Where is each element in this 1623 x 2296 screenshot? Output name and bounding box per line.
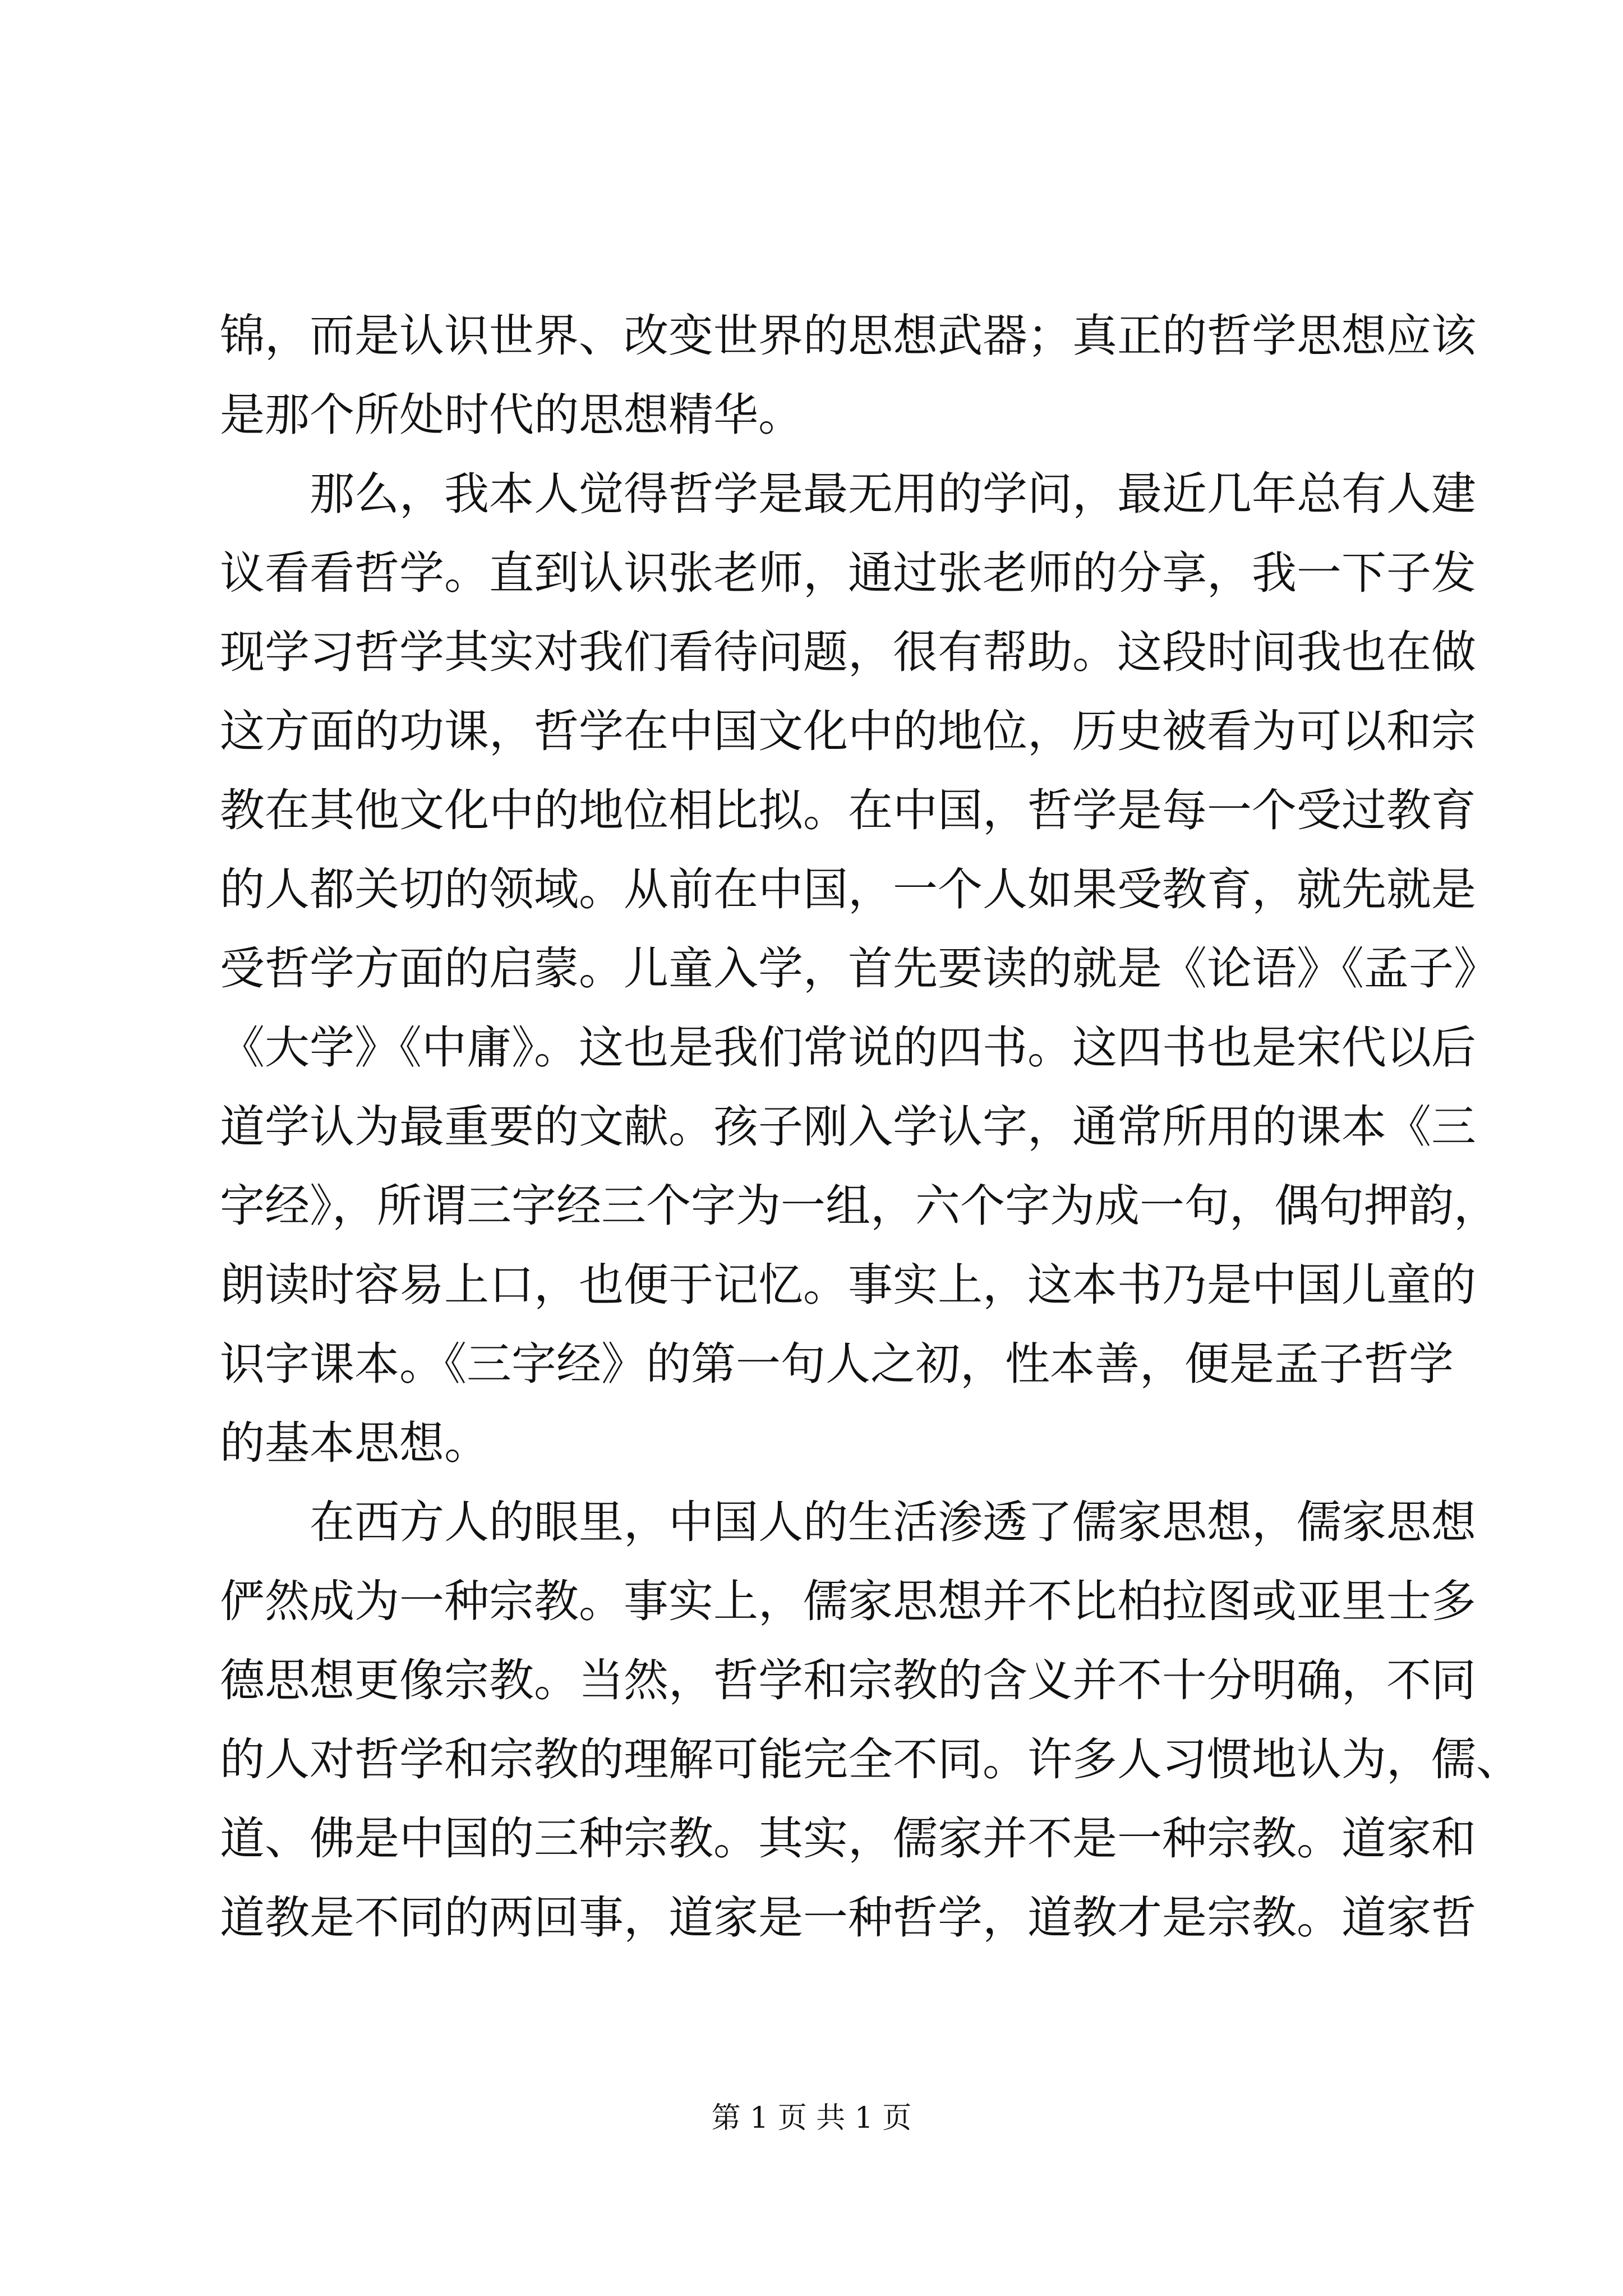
text-line: 字经》，所谓三字经三个字为一组，六个字为成一句，偶句押韵， bbox=[220, 1180, 1498, 1232]
text-line: 识字课本。《三字经》的第一句人之初，性本善，便是孟子哲学 bbox=[220, 1338, 1454, 1390]
document-body bbox=[220, 296, 1521, 1957]
text-line: 道学认为最重要的文献。孩子刚入学认字，通常所用的课本《三 bbox=[220, 1101, 1476, 1153]
text-line: 的人对哲学和宗教的理解可能完全不同。许多人习惯地认为，儒、 bbox=[220, 1733, 1521, 1786]
text-line: 德思想更像宗教。当然，哲学和宗教的含义并不十分明确，不同 bbox=[220, 1654, 1476, 1706]
text-line: 道、佛是中国的三种宗教。其实，儒家并不是一种宗教。道家和 bbox=[220, 1812, 1476, 1865]
text-line: 现学习哲学其实对我们看待问题，很有帮助。这段时间我也在做 bbox=[220, 626, 1476, 678]
text-line: 议看看哲学。直到认识张老师，通过张老师的分享，我一下子发 bbox=[220, 547, 1476, 599]
page-footer bbox=[0, 2100, 1623, 2136]
paragraph bbox=[220, 296, 1476, 454]
text-line: 教在其他文化中的地位相比拟。在中国，哲学是每一个受过教育 bbox=[220, 784, 1476, 836]
text-line: 锦，而是认识世界、改变世界的思想武器；真正的哲学思想应该 bbox=[220, 310, 1476, 362]
paragraph bbox=[220, 454, 1498, 1483]
text-line: 在西方人的眼里，中国人的生活渗透了儒家思想，儒家思想 bbox=[310, 1496, 1476, 1548]
text-line: 道教是不同的两回事，道家是一种哲学，道教才是宗教。道家哲 bbox=[220, 1892, 1476, 1944]
text-line: 《大学》《中庸》。这也是我们常说的四书。这四书也是宋代以后 bbox=[220, 1022, 1476, 1074]
text-line: 受哲学方面的启蒙。儿童入学，首先要读的就是《论语》《孟子》 bbox=[220, 942, 1498, 995]
text-line: 是那个所处时代的思想精华。 bbox=[220, 389, 803, 441]
paragraph bbox=[220, 1483, 1521, 1957]
text-line: 俨然成为一种宗教。事实上，儒家思想并不比柏拉图或亚里士多 bbox=[220, 1575, 1476, 1627]
page-number: 第 1 页 共 1 页 bbox=[711, 2101, 912, 2135]
text-line: 的人都关切的领域。从前在中国，一个人如果受教育，就先就是 bbox=[220, 863, 1476, 915]
text-line: 这方面的功课，哲学在中国文化中的地位，历史被看为可以和宗 bbox=[220, 705, 1476, 757]
text-line: 朗读时容易上口，也便于记忆。事实上，这本书乃是中国儿童的 bbox=[220, 1259, 1476, 1311]
text-line: 的基本思想。 bbox=[220, 1417, 489, 1469]
text-line: 那么，我本人觉得哲学是最无用的学问，最近几年总有人建 bbox=[310, 468, 1476, 520]
